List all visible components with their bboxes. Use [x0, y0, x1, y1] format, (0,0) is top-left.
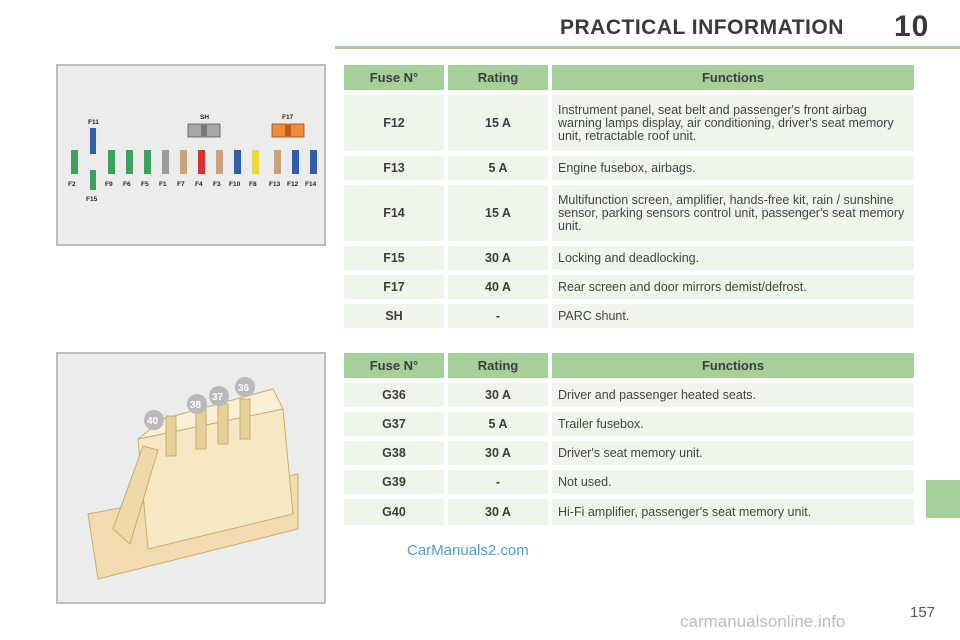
fuse-rating: 5 A — [448, 156, 548, 180]
label-f17: F17 — [282, 114, 294, 121]
label-f9: F9 — [105, 181, 113, 188]
col-fuse-number: Fuse N° — [344, 65, 444, 90]
fuse-functions: Driver's seat memory unit. — [552, 441, 914, 465]
col-rating: Rating — [448, 353, 548, 378]
label-f4: F4 — [195, 181, 203, 188]
slot-40 — [166, 416, 176, 456]
slot-38 — [196, 409, 206, 449]
label-f10: F10 — [229, 181, 241, 188]
label-sh: SH — [200, 114, 210, 121]
fuse-functions: Driver and passenger heated seats. — [552, 383, 914, 407]
label-f8: F8 — [249, 181, 257, 188]
slot-36 — [240, 399, 250, 439]
fuse-rating: 15 A — [448, 185, 548, 241]
shunt-sh-center — [201, 125, 207, 136]
label-f15: F15 — [86, 196, 98, 203]
table-row — [344, 412, 914, 436]
callout-37-label: 37 — [212, 392, 224, 403]
fuse-f6 — [126, 150, 133, 174]
fuse-f13 — [274, 150, 281, 174]
slot-37 — [218, 404, 228, 444]
fusebox-3d-diagram — [56, 352, 326, 604]
fuse-rating: 30 A — [448, 441, 548, 465]
fuse-number: G37 — [344, 412, 444, 436]
callout-38-label: 38 — [190, 400, 202, 411]
fuse-functions: Not used. — [552, 470, 914, 494]
table-row — [344, 304, 914, 328]
table-header-row — [344, 65, 914, 90]
fuse-f15 — [90, 170, 96, 190]
footer-watermark: carmanualsonline.info — [680, 612, 846, 631]
table-row — [344, 246, 914, 270]
fuse-functions: Locking and deadlocking. — [552, 246, 914, 270]
col-fuse-number: Fuse N° — [344, 353, 444, 378]
fuse-rating: - — [448, 470, 548, 494]
fuse-rating: 5 A — [448, 412, 548, 436]
table-row — [344, 95, 914, 151]
chapter-tab — [926, 480, 960, 518]
fuse-table-2 — [340, 348, 918, 530]
fuse-f1 — [162, 150, 169, 174]
fuse-number: G40 — [344, 499, 444, 525]
fuse-functions: Rear screen and door mirrors demist/defrost. — [552, 275, 914, 299]
label-f1: F1 — [159, 181, 167, 188]
table-row — [344, 156, 914, 180]
fuse-f17-center — [285, 125, 291, 136]
fuse-row — [71, 150, 317, 174]
chapter-number: 10 — [894, 10, 930, 43]
fuse-f8 — [252, 150, 259, 174]
label-f12: F12 — [287, 181, 299, 188]
fusebox-3d-svg — [58, 354, 324, 602]
fuse-functions: Instrument panel, seat belt and passenger's front airbag warning lamps display, air conditioning, driver's seat memory unit, retractable roof unit. — [552, 95, 914, 151]
fuse-f11 — [90, 128, 96, 154]
callout-36-label: 36 — [238, 383, 250, 394]
fuse-rating: 30 A — [448, 246, 548, 270]
label-f3: F3 — [213, 181, 221, 188]
label-f14: F14 — [305, 181, 317, 188]
fuse-f14 — [310, 150, 317, 174]
fusebox-svg — [58, 66, 324, 244]
fuse-number: F13 — [344, 156, 444, 180]
page-number: 157 — [910, 604, 936, 621]
fuse-f9 — [108, 150, 115, 174]
table-row — [344, 383, 914, 407]
table-header-row — [344, 353, 914, 378]
fuse-functions: Multifunction screen, amplifier, hands-free kit, rain / sunshine sensor, parking sensors control unit, passenger's seat memory unit. — [552, 185, 914, 241]
fuse-rating: - — [448, 304, 548, 328]
fuse-number: G39 — [344, 470, 444, 494]
fuse-f5 — [144, 150, 151, 174]
fuse-number: G36 — [344, 383, 444, 407]
table-row — [344, 441, 914, 465]
table-row — [344, 499, 914, 525]
fuse-number: F12 — [344, 95, 444, 151]
fuse-f12 — [292, 150, 299, 174]
table-row — [344, 185, 914, 241]
fusebox-diagram — [56, 64, 326, 246]
fuse-functions: Hi-Fi amplifier, passenger's seat memory unit. — [552, 499, 914, 525]
label-f13: F13 — [269, 181, 281, 188]
col-rating: Rating — [448, 65, 548, 90]
fuse-rating: 40 A — [448, 275, 548, 299]
fuse-number: G38 — [344, 441, 444, 465]
col-functions: Functions — [552, 353, 914, 378]
col-functions: Functions — [552, 65, 914, 90]
label-f2: F2 — [68, 181, 76, 188]
fuse-f7 — [180, 150, 187, 174]
fuse-f3 — [216, 150, 223, 174]
fuse-functions: Engine fusebox, airbags. — [552, 156, 914, 180]
header-rule — [335, 46, 960, 49]
label-f7: F7 — [177, 181, 185, 188]
fuse-rating: 30 A — [448, 383, 548, 407]
fuse-number: SH — [344, 304, 444, 328]
fuse-functions: Trailer fusebox. — [552, 412, 914, 436]
table-row — [344, 470, 914, 494]
label-f5: F5 — [141, 181, 149, 188]
fuse-rating: 30 A — [448, 499, 548, 525]
page-title: PRACTICAL INFORMATION — [560, 16, 844, 39]
watermark-link[interactable]: CarManuals2.com — [407, 542, 529, 559]
fuse-number: F15 — [344, 246, 444, 270]
label-f11: F11 — [88, 119, 99, 126]
label-f6: F6 — [123, 181, 131, 188]
fuse-functions: PARC shunt. — [552, 304, 914, 328]
fuse-number: F17 — [344, 275, 444, 299]
fuse-f2 — [71, 150, 78, 174]
callout-40-label: 40 — [147, 416, 159, 427]
fuse-rating: 15 A — [448, 95, 548, 151]
fuse-f4 — [198, 150, 205, 174]
fuse-f10 — [234, 150, 241, 174]
fuse-number: F14 — [344, 185, 444, 241]
fuse-table-1 — [340, 60, 918, 333]
table-row — [344, 275, 914, 299]
